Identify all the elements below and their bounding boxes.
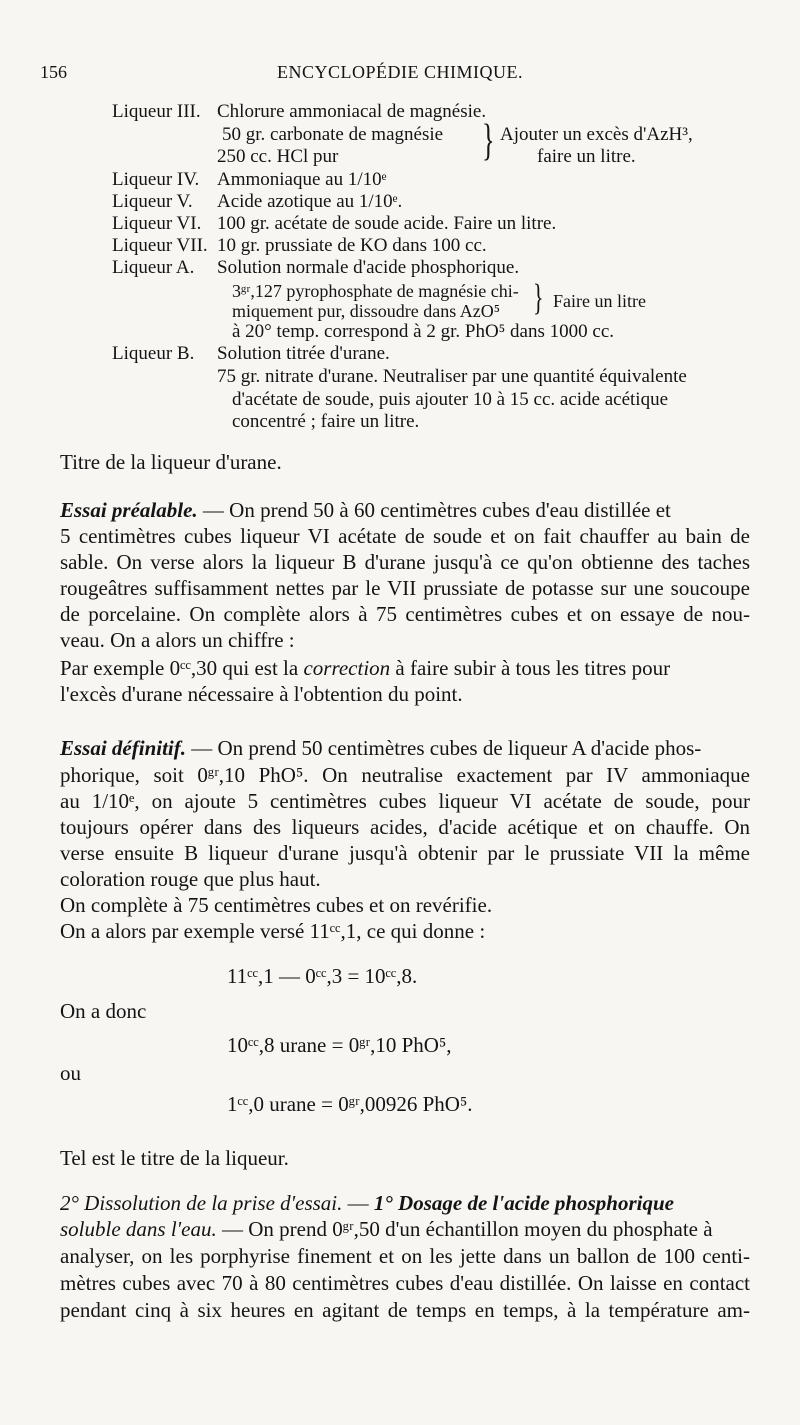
brace-glyph: } [533,275,544,319]
reagent-label: Liqueur B. [112,343,195,364]
equation: 1ᶜᶜ,0 urane = 0ᵍʳ,00926 PhO⁵. [227,1092,473,1116]
reagent-text: Acide azotique au 1/10ᵉ. [217,191,403,212]
text-line-with-emphasis [60,655,670,681]
reagent-line: miquement pur, dissoudre dans AzO⁵ [232,301,501,321]
reagent-label: Liqueur V. [112,191,193,212]
reagent-label: Liqueur III. [112,101,201,122]
text-line: pendant cinq à six heures en agitant de temps en temps, à la température am- [60,1298,750,1322]
reagent-note: Ajouter un excès d'AzH³, [500,124,693,145]
text-line: — On prend 50 à 60 centimètres cubes d'eau distillée et [202,498,671,522]
reagent-label: Liqueur VII. [112,235,208,256]
text-line: au 1/10ᵉ, on ajoute 5 centimètres cubes liqueur VI acétate de soude, pour [60,789,750,813]
text-line: sable. On verse alors la liqueur B d'urane jusqu'à ce qu'on obtienne des taches [60,550,750,574]
text-line: mètres cubes avec 70 à 80 centimètres cubes d'eau distillée. On laisse en contact [60,1271,750,1295]
reagent-line: à 20° temp. correspond à 2 gr. PhO⁵ dans 1000 cc. [232,321,615,342]
text-line: On a donc [60,999,147,1023]
reagent-note: faire un litre. [537,146,636,167]
dosage-heading: 1° Dosage de l'acide phosphorique [373,1191,674,1215]
text-line: coloration rouge que plus haut. [60,867,321,891]
reagent-line: 75 gr. nitrate d'urane. Neutraliser par une quantité équivalente [217,366,687,387]
page-number: 156 [40,62,67,82]
text-line: analyser, on les porphyrise finement et on les jette dans un ballon de 100 centi- [60,1244,750,1268]
equation: 11ᶜᶜ,1 — 0ᶜᶜ,3 = 10ᶜᶜ,8. [227,964,418,988]
reagent-line: 50 gr. carbonate de magnésie [222,124,444,145]
prelim-first-line [60,497,671,523]
text-line: On complète à 75 centimètres cubes et on revérifie. [60,893,493,917]
reagent-text: Solution titrée d'urane. [217,343,390,364]
text-line: de porcelaine. On complète alors à 75 centimètres cubes et on essaye de nou- [60,602,750,626]
text-line: phorique, soit 0ᵍʳ,10 PhO⁵. On neutralise exactement par IV ammoniaque [60,763,750,787]
text-line: ou [60,1061,81,1085]
text-line-with-emphasis [60,1216,713,1242]
text-line: rougeâtres suffisamment nettes par le VII prussiate de potasse sur une soucoupe [60,576,750,600]
text-line: toujours opérer dans des liqueurs acides, d'acide acétique et on chauffe. On [60,815,750,839]
reagent-line: concentré ; faire un litre. [232,411,420,432]
brace-glyph: } [482,115,495,165]
text-line: veau. On a alors un chiffre : [60,628,295,652]
text-line: l'excès d'urane nécessaire à l'obtention du point. [60,682,463,706]
reagent-label: Liqueur IV. [112,169,200,190]
text-line: On a alors par exemple versé 11ᶜᶜ,1, ce qui donne : [60,919,486,943]
text-fragment: — On prend 0ᵍʳ,50 d'un échantillon moyen du phosphate à [221,1217,713,1241]
definitive-first-line [60,735,701,761]
running-header [40,62,760,92]
reagent-note: Faire un litre [553,291,646,311]
reagent-text: Chlorure ammoniacal de magnésie. [217,101,487,122]
reagent-label: Liqueur VI. [112,213,202,234]
dissolution-heading: 2° Dissolution de la prise d'essai. [60,1191,343,1215]
prelim-heading: Essai préalable. [60,498,198,522]
definitive-heading: Essai définitif. [60,736,187,760]
text-line: verse ensuite B liqueur d'urane jusqu'à obtenir par le prussiate VII la même [60,841,750,865]
reagent-text: Solution normale d'acide phosphorique. [217,257,520,278]
text-line: — On prend 50 centimètres cubes de liqueur A d'acide phos- [191,736,702,760]
section-title: Titre de la liqueur d'urane. [60,450,282,474]
reagent-text: Ammoniaque au 1/10ᵉ [217,169,387,190]
reagent-line: 250 cc. HCl pur [217,146,339,167]
text-line: 5 centimètres cubes liqueur VI acétate de soude et on fait chauffer au bain de [60,524,750,548]
text-fragment: Par exemple 0ᶜᶜ,30 qui est la [60,656,299,680]
reagent-line: 3ᵍʳ,127 pyrophosphate de magnésie chi- [232,281,519,301]
reagent-line: d'acétate de soude, puis ajouter 10 à 15 cc. acide acétique [232,389,668,410]
reagent-text: 10 gr. prussiate de KO dans 100 cc. [217,235,487,256]
emphasis-words: soluble dans l'eau. [60,1217,217,1241]
emphasis-word: correction [303,656,391,680]
equation: 10ᶜᶜ,8 urane = 0ᵍʳ,10 PhO⁵, [227,1033,452,1057]
reagent-text: 100 gr. acétate de soude acide. Faire un litre. [217,213,557,234]
heading-dash: — [347,1191,369,1215]
reagent-label: Liqueur A. [112,257,195,278]
running-title: ENCYCLOPÉDIE CHIMIQUE. [277,62,523,82]
text-line: Tel est le titre de la liqueur. [60,1146,289,1170]
dissolution-heading-line [60,1190,750,1216]
text-fragment: à faire subir à tous les titres pour [395,656,671,680]
